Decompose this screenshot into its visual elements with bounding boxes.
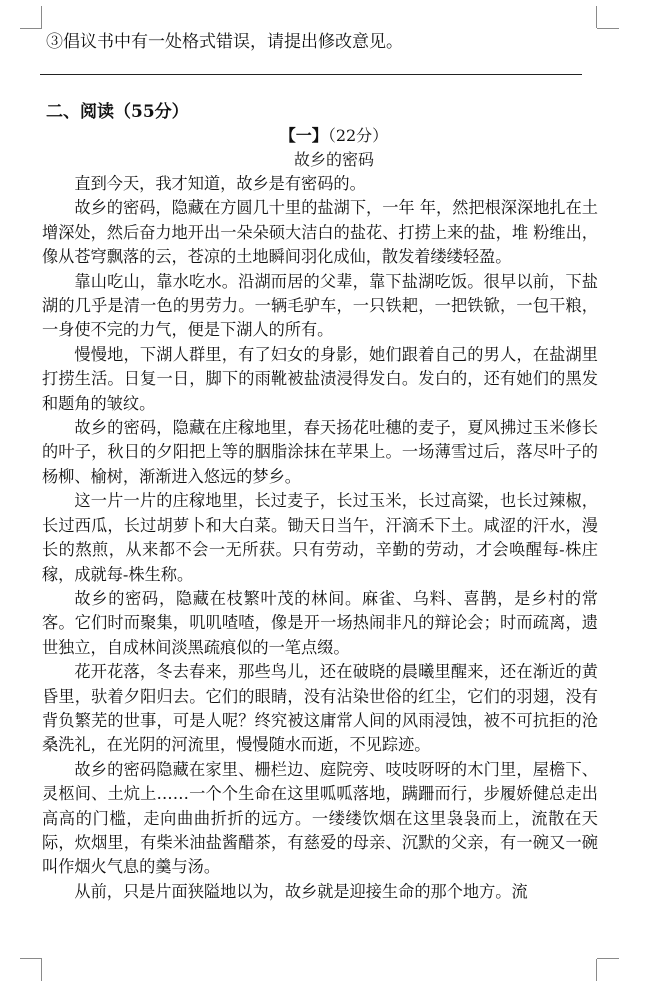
crop-mark-top-left: [41, 6, 42, 28]
paragraph: 这一片一片的庄稼地里，长过麦子，长过玉米，长过高粱，也长过辣椒，长过西瓜，长过胡萝卜和大白菜。锄天日当午，汗滴禾下土。咸涩的汗水，漫长的熬煎，从来都不会一无所获。只有劳动，辛勤的劳动，才会唤醒每-株庄稼，成就每-株生称。: [42, 491, 598, 584]
paragraph: 花开花落，冬去春来，那些鸟儿，还在破晓的晨曦里醒来，还在渐近的黄昏里，驮着夕阳归去。它们的眼睛，没有沾染世俗的红尘，它们的羽翅，没有背负繁芜的世事，可是人呢？终究被这庸常人间的风雨浸蚀，被不可抗拒的沧桑洗礼，在光阴的河流里，慢慢随水而逝，不见踪迹。: [42, 662, 598, 755]
crop-mark-bottom-left: [20, 958, 42, 959]
part-score: （22分）: [327, 126, 389, 145]
crop-mark-bottom-right: [596, 959, 597, 981]
paragraph: 慢慢地，下湖人群里，有了妇女的身影，她们跟着自己的男人，在盐湖里打捞生活。日复一日，脚下的雨靴被盐渍浸得发白。发白的，还有她们的黑发和题角的皱纹。: [42, 344, 598, 413]
paragraph: 故乡的密码，隐藏在枝繁叶茂的林间。麻雀、乌料、喜鹊，是乡村的常客。它们时而聚集，叽叽喳喳，像是开一场热闹非凡的辩论会；时而疏离，遗世独立，自成林间淡黑疏痕似的一笔点缀。: [42, 588, 598, 657]
crop-mark-top-right: [596, 6, 597, 28]
crop-mark-top-left: [20, 28, 42, 29]
paragraph: 故乡的密码，隐藏在方圆几十里的盐湖下，一年 年，然把根深深地扎在土增深处，然后奋力地开出一朵朵硕大洁白的盐花、打捞上来的盐，堆 粉维出，像从苍穹飘落的云，苍凉的土地瞬间羽化成仙，散发着缕缕轻盈。: [42, 198, 598, 267]
answer-line: [40, 74, 582, 75]
part-heading: [0, 124, 668, 148]
crop-mark-bottom-right: [597, 958, 619, 959]
part-label: 【一】: [279, 126, 328, 145]
crop-mark-top-right: [597, 28, 619, 29]
paragraph: 故乡的密码隐藏在家里、栅栏边、庭院旁、吱吱呀呀的木门里，屋檐下、灵柩间、土炕上……一个个生命在这里呱呱落地，蹒跚而行，步履娇健总走出高高的门槛，走向曲曲折折的远方。一缕缕饮烟在这里袅袅而上，流散在天际，炊烟里，有柴米油盐酱醋茶，有慈爱的母亲、沉默的父亲，有一碗又一碗叫作烟火气息的羹与汤。: [42, 759, 598, 877]
paragraph: 靠山吃山，靠水吃水。沿湖而居的父辈，靠下盐湖吃饭。很早以前，下盐湖的几乎是清一色的男劳力。一辆毛驴车，一只铁耙，一把铁锨，一包干粮，一身使不完的力气，便是下湖人的所有。: [42, 271, 598, 340]
section-heading: 二、阅读（55分）: [46, 102, 189, 122]
paragraph: 故乡的密码，隐藏在庄稼地里，春天扬花吐穗的麦子，夏风拂过玉米修长的叶子，秋日的夕阳把上等的胭脂涂抹在苹果上。一场薄雪过后，落尽叶子的杨柳、榆树，渐渐进入悠远的梦乡。: [42, 418, 598, 486]
article-body: [42, 172, 598, 904]
article-title: 故乡的密码: [293, 150, 374, 169]
crop-mark-bottom-left: [41, 959, 42, 981]
paragraph: 直到今天，我才知道，故乡是有密码的。: [74, 174, 366, 193]
question-text: ③倡议书中有一处格式错误，请提出修改意见。: [46, 32, 403, 52]
paragraph: 从前，只是片面狭隘地以为，故乡就是迎接生命的那个地方。流: [74, 881, 528, 901]
